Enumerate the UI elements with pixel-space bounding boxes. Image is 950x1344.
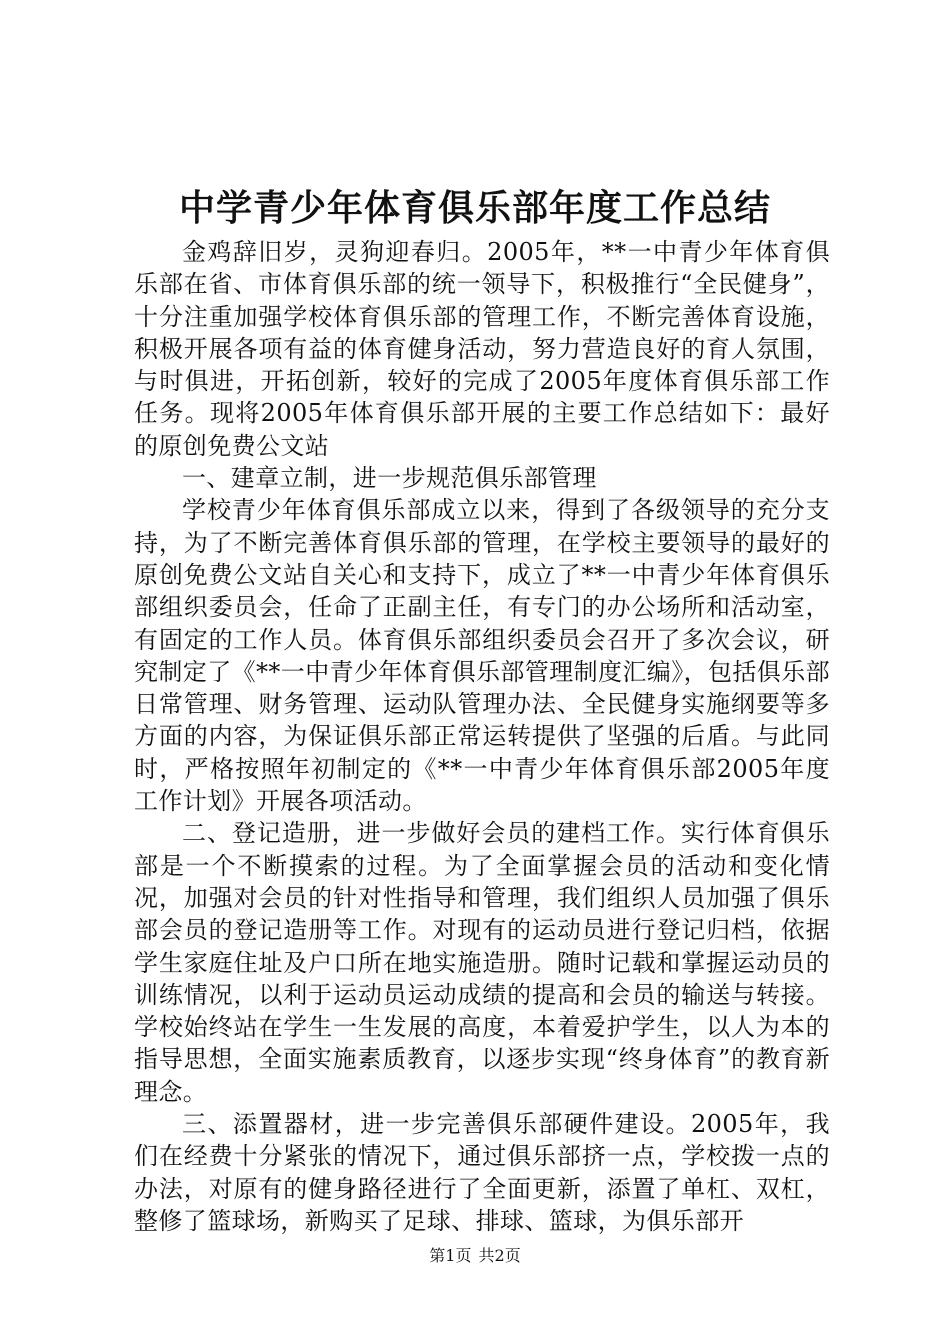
section-heading-1: 一、建章立制，进一步规范俱乐部管理 bbox=[182, 464, 597, 493]
page-footer bbox=[0, 1245, 950, 1267]
document-title: 中学青少年体育俱乐部年度工作总结 bbox=[178, 187, 771, 229]
paragraph-intro: 金鸡辞旧岁，灵狗迎春归。2005年，**一中青少年体育俱乐部在省、市体育俱乐部的统一领导下，积极推行“全民健身”，十分注重加强学校体育俱乐部的管理工作，不断完善体育设施，积极开展各项有益的体育健身活动，努力营造良好的育人氛围，与时俱进，开拓创新，较好的完成了2005年度体育俱乐部工作任务。现将2005年体育俱乐部开展的主要工作总结如下：最好的原创免费公文站 bbox=[134, 238, 830, 460]
paragraph-section-2: 二、登记造册，进一步做好会员的建档工作。实行体育俱乐部是一个不断摸索的过程。为了全面掌握会员的活动和变化情况，加强对会员的针对性指导和管理，我们组织人员加强了俱乐部会员的登记造册等工作。对现有的运动员进行登记归档，依据学生家庭住址及户口所在地实施造册。随时记载和掌握运动员的训练情况，以利于运动员运动成绩的提高和会员的输送与转接。学校始终站在学生一生发展的高度，本着爱护学生，以人为本的指导思想，全面实施素质教育，以逐步实现“终身体育”的教育新理念。 bbox=[134, 819, 830, 1106]
page-number: 第1页 bbox=[429, 1246, 472, 1265]
paragraph-section-1: 学校青少年体育俱乐部成立以来，得到了各级领导的充分支持，为了不断完善体育俱乐部的管理，在学校主要领导的最好的原创免费公文站自关心和支持下，成立了**一中青少年体育俱乐部组织委员会，任命了正副主任，有专门的办公场所和活动室，有固定的工作人员。体育俱乐部组织委员会召开了多次会议，研究制定了《**一中青少年体育俱乐部管理制度汇编》，包括俱乐部日常管理、财务管理、运动队管理办法、全民健身实施纲要等多方面的内容，为保证俱乐部正常运转提供了坚强的后盾。与此同时，严格按照年初制定的《**一中青少年体育俱乐部2005年度工作计划》开展各项活动。 bbox=[134, 496, 830, 816]
page-total: 共2页 bbox=[478, 1246, 521, 1265]
document-body bbox=[134, 236, 830, 1237]
paragraph-section-3: 三、添置器材，进一步完善俱乐部硬件建设。2005年，我们在经费十分紧张的情况下，通过俱乐部挤一点，学校拨一点的办法，对原有的健身路径进行了全面更新，添置了单杠、双杠，整修了篮球场，新购买了足球、排球、篮球，为俱乐部开 bbox=[134, 1110, 830, 1235]
